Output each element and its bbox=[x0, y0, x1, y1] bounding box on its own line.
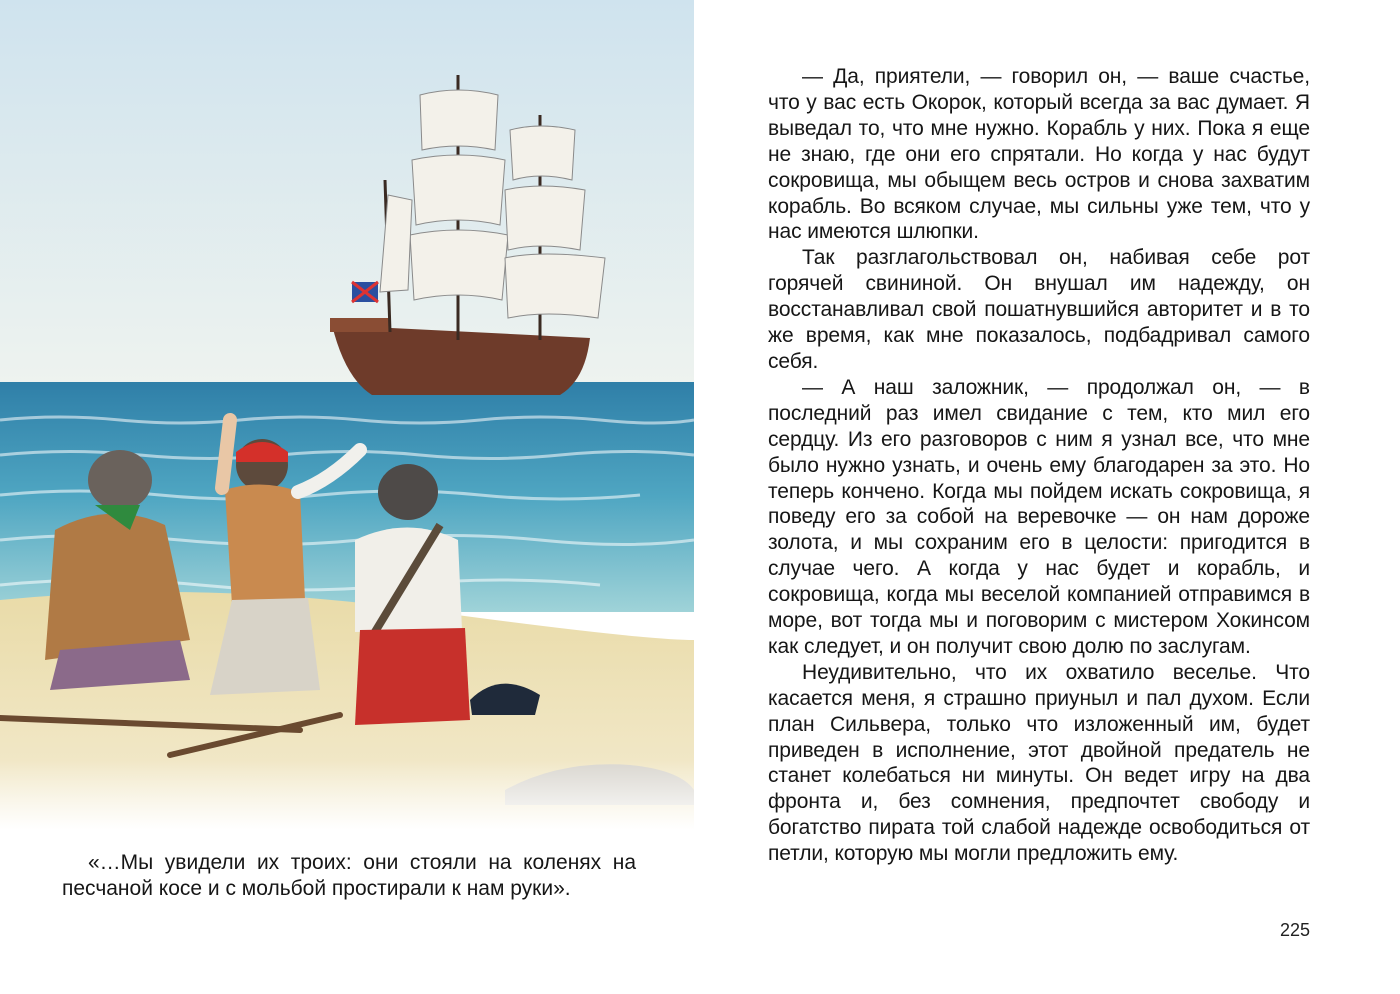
page-number: 225 bbox=[1279, 920, 1310, 940]
paragraph: — А наш заложник, — продолжал он, — в последний раз имел свидание с тем, кто мил его сердцу. Из его разговоров с ним я узнал все, что мне было нужно узнать, и очень ему благодарен за это. Но теперь кончено. Когда мы пойдем искать сокровища, я поведу его за собой на веревочке — он нам дороже золота, и мы сохраним его в целости: пригодится в случае чего. А когда у нас будет и корабль, и сокровища, когда мы веселой компанией отправимся в море, вот тогда мы и поговорим с мистером Хокинсом как следует, и он получит свою долю по заслугам. bbox=[768, 375, 1310, 658]
illustration-caption: «…Мы увидели их троих: они стояли на коленях на песчаной косе и с мольбой простирали к нам руки». bbox=[62, 851, 636, 900]
paragraph: Так разглагольствовал он, набивая себе рот горячей свининой. Он внушал им надежду, он восстанавливал свой пошатнувшийся авторитет и в то же время, как мне показалось, подбадривал самого себя. bbox=[768, 246, 1310, 373]
ship-pirates-illustration-icon bbox=[0, 0, 694, 830]
main-text bbox=[768, 64, 1310, 867]
paragraph: Неудивительно, что их охватило веселье. Что касается меня, я страшно приуныл и пал духом. Если план Сильвера, только что изложенный им, будет приведен в исполнение, этот двойной предатель не станет колебаться ни минуты. Он ведет игру на два фронта и, без сомнения, предпочтет свободу и богатство пирата той слабой надежде освободиться от петли, которую мы могли предложить ему. bbox=[768, 660, 1310, 866]
paragraph: — Да, приятели, — говорил он, — ваше счастье, что у вас есть Окорок, который всегда за вас думает. Я выведал то, что мне нужно. Корабль у них. Пока я еще не знаю, где они его спрятали. Но когда у нас будут сокровища, мы обыщем весь остров и снова захватим корабль. Во всяком случае, мы сильны уже тем, что у нас имеются шлюпки. bbox=[768, 65, 1310, 244]
